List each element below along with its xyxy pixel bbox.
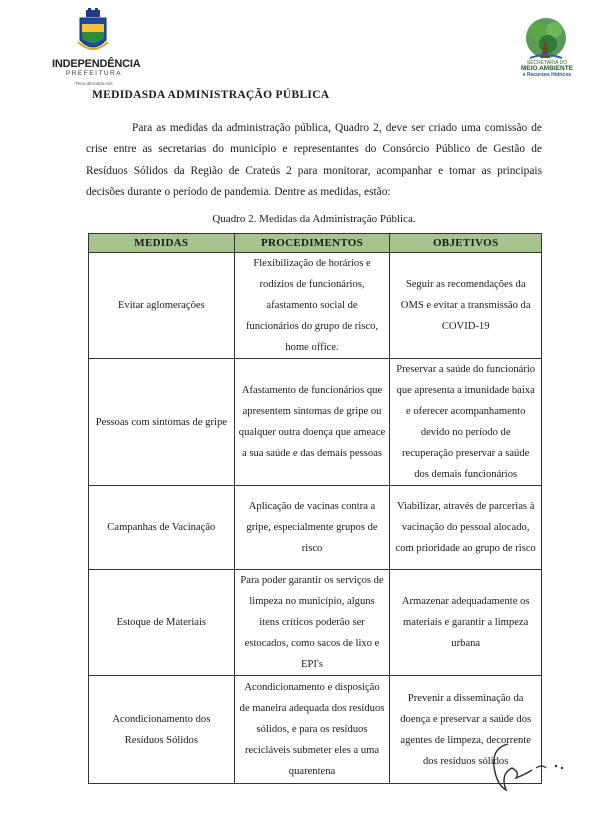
measures-table	[88, 233, 542, 784]
cell-medida: Pessoas com sintomas de gripe	[89, 359, 235, 486]
cell-procedimento: Acondicionamento e disposição de maneira adequada dos resíduos sólidos, e para os resíduos recicláveis submeter eles a uma quarentena	[234, 676, 390, 784]
cell-objetivo: Viabilizar, através de parcerias à vacinação do pessoal alocado, com prioridade ao grupo de risco	[390, 486, 542, 570]
cell-objetivo: Prevenir a disseminação da doença e preservar a saúde dos agentes de limpeza, decorrente dos resíduos sólidos	[390, 676, 542, 784]
secretariat-main: MEIO AMBIENTE	[520, 65, 574, 72]
cell-procedimento: Aplicação de vacinas contra a gripe, especialmente grupos de risco	[234, 486, 390, 570]
table-row	[89, 253, 542, 359]
secretariat-sub: e Recursos Hídricos	[522, 72, 572, 78]
cell-objetivo: Armazenar adequadamente os materiais e garantir a limpeza urbana	[390, 570, 542, 676]
cell-medida: Estoque de Materiais	[89, 570, 235, 676]
signature	[486, 738, 568, 794]
cell-procedimento: Flexibilização de horários e rodízios de funcionários, afastamento social de funcionários do grupo de risco, home office.	[234, 253, 390, 359]
header-objetivos: OBJETIVOS	[390, 234, 542, 253]
header-procedimentos: PROCEDIMENTOS	[234, 234, 390, 253]
secretariat-label	[510, 60, 584, 78]
header-medidas: MEDIDAS	[89, 234, 235, 253]
intro-paragraph: Para as medidas da administração pública, Quadro 2, deve ser criado uma comissão de crise entre as secretarias do município e representantes do Consórcio Público de Gestão de Resíduos Sólidos da Região de Crateús 2 para monitorar, acompanhar e tomar as principais decisões durante o período de pandemia. Dentre as medidas, estão:	[86, 122, 542, 199]
environment-secretariat-logo	[510, 12, 582, 102]
section-heading: MEDIDASDA ADMINISTRAÇÃO PÚBLICA	[92, 89, 330, 101]
cell-medida: Evitar aglomerações	[89, 253, 235, 359]
brand-subtitle: PREFEITURA	[65, 70, 123, 77]
table-header-row	[89, 234, 542, 253]
secretariat-top: SECRETARIA DO	[526, 60, 568, 66]
cell-procedimento: Para poder garantir os serviços de limpeza no município, alguns itens críticos poderão ser estocados, como sacos de lixo e EPI's	[234, 570, 390, 676]
brand-name: INDEPENDÊNCIA	[52, 58, 141, 70]
brand-tagline: Terra de todos nós	[75, 81, 113, 86]
cell-procedimento: Afastamento de funcionários que apresentem sintomas de gripe ou qualquer outra doença que ameace a sua saúde e das demais pessoas	[234, 359, 390, 486]
table-row	[89, 676, 542, 784]
cell-medida: Campanhas de Vacinação	[89, 486, 235, 570]
cell-medida: Acondicionamento dos Resíduos Sólidos	[89, 676, 235, 784]
table-caption: Quadro 2. Medidas da Administração Pública.	[212, 213, 416, 225]
table-row	[89, 570, 542, 676]
table-row	[89, 486, 542, 570]
table-row	[89, 359, 542, 486]
cell-objetivo: Seguir as recomendações da OMS e evitar a transmissão da COVID-19	[390, 253, 542, 359]
cell-objetivo: Preservar a saúde do funcionário que apresenta a imunidade baixa e oferecer acompanhamento devido no período de recuperação preservar a saúde dos demais funcionários	[390, 359, 542, 486]
